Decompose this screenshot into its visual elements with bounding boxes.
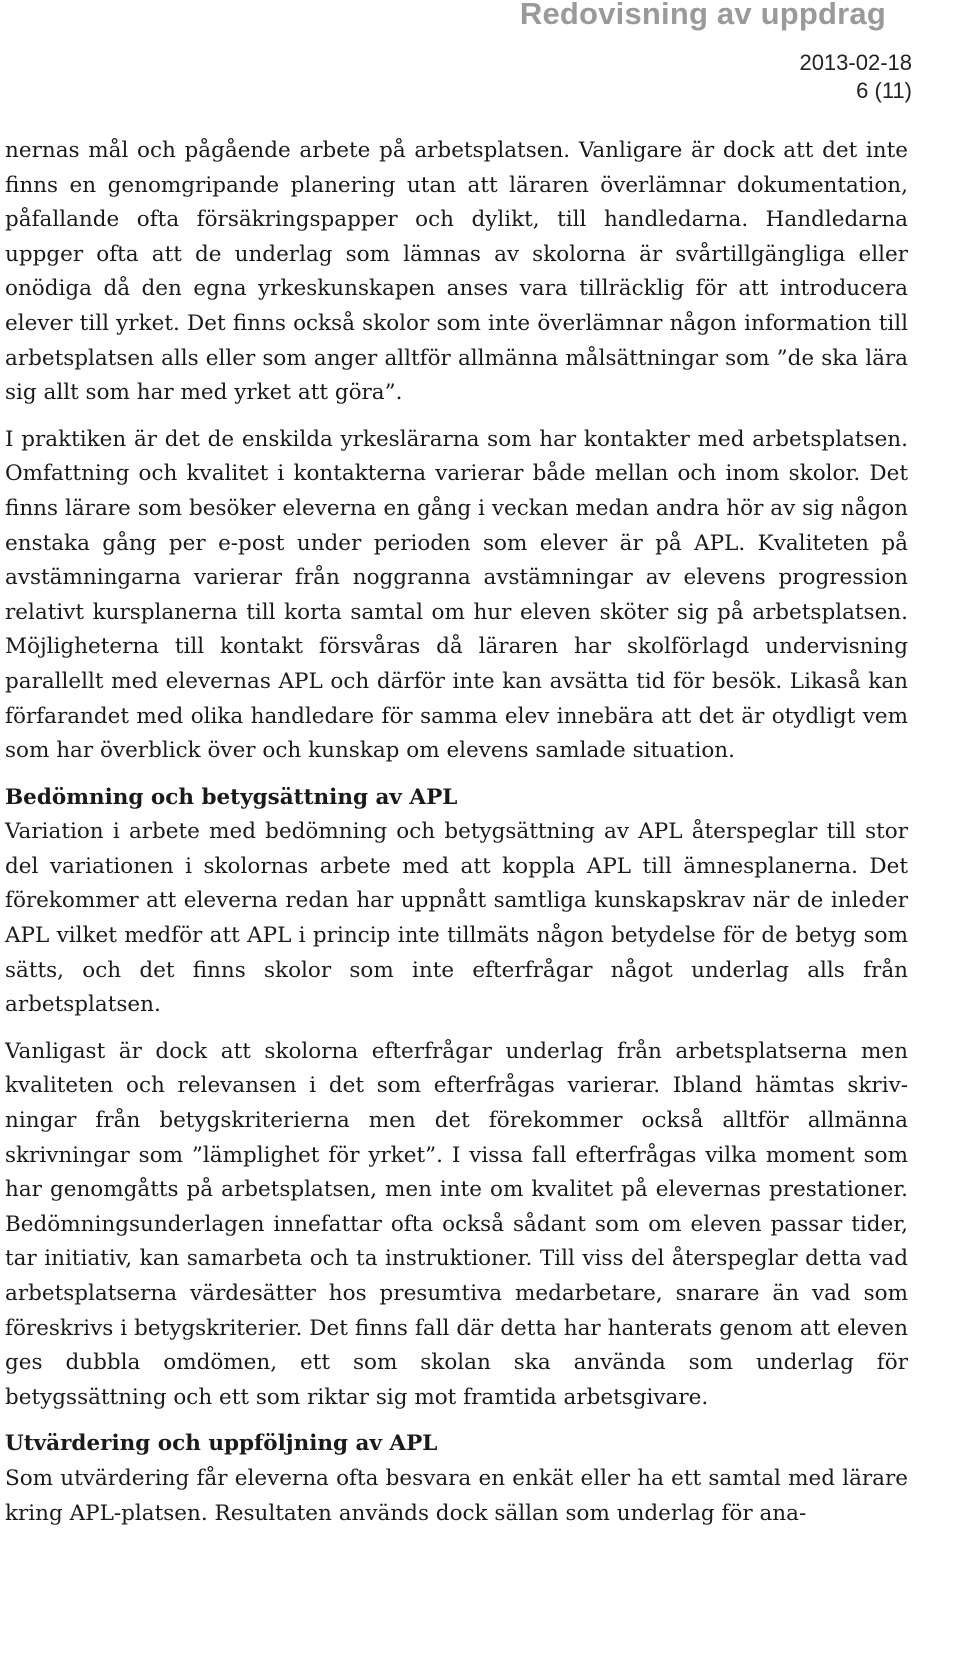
section-heading-assessment: Bedömning och betygsättning av APL — [5, 784, 458, 810]
body-text — [5, 134, 908, 1543]
paragraph-5: Som utvärdering får eleverna ofta besvara en enkät eller ha ett samtal med lärare kring APL-platsen. Resultaten används dock sällan som underlag för ana- — [5, 1465, 908, 1526]
paragraph-2: I praktiken är det de enskilda yrkeslärarna som har kontakter med arbetsplatsen. Omfattning och kvalitet i kontakterna varierar både mellan och inom skolor. Det finns lärare som besöker eleverna en gång i veckan medan andra hör av sig någon enstaka gång per e-post under perioden som elever är på APL. Kvaliteten på avstämningarna varierar från noggranna avstämningar av elevens progression relativt kursplanerna till korta samtal om hur eleven sköter sig på arbetsplatsen. Möjligheterna till kontakt försvåras då läraren har skolförlagd undervisning parallellt med elevernas APL och därför inte kan avsätta tid för besök. Likaså kan förfarandet med olika handledare för samma elev innebära att det är otydligt vem som har överblick över och kunskap om elevens samlade situation. — [5, 426, 908, 764]
paragraph-4: Vanligast är dock att skolorna efterfrågar underlag från arbetsplatserna men kvaliteten och relevansen i det som efterfrågas varierar. Ibland hämtas skrivningar från betygskriterierna men det förekommer också alltför allmänna skrivningar som ”lämplighet för yrket”. I vissa fall efterfrågas vilka moment som har genomgåtts på arbetsplatsen, men inte om kvalitet på elevernas prestationer. Bedömningsunderlagen innefattar ofta också sådant som om eleven passar tider, tar initiativ, kan samarbeta och ta instruktioner. Till viss del återspeglar detta vad arbetsplatserna värdesätter hos presumtiva medarbetare, snarare än vad som föreskrivs i betygskriterier. Det finns fall där detta har hanterats genom att eleven ges dubbla omdömen, ett som skolan ska använda som underlag för betygssättning och ett som riktar sig mot framtida arbetsgivare. — [5, 1038, 908, 1410]
paragraph-1: nernas mål och pågående arbete på arbetsplatsen. Vanligare är dock att det inte finns en genomgripande planering utan att läraren överlämnar dokumentation, påfallande ofta försäkringspapper och dylikt, till handledarna. Handledarna uppger ofta att de underlag som lämnas av skolorna är svårtillgängliga eller onödiga då den egna yrkeskunskapen anses vara tillräcklig för att introducera elever till yrket. Det finns också skolor som inte överlämnar någon information till arbetsplatsen alls eller som anger alltför allmänna målsättningar som ”de ska lära sig allt som har med yrket att göra”. — [5, 138, 908, 406]
header-date: 2013-02-18 — [799, 50, 912, 75]
section-heading-evaluation: Utvärdering och uppföljning av APL — [5, 1431, 438, 1457]
header-page-number: 6 (11) — [856, 78, 912, 103]
header-title: Redovisning av uppdrag — [519, 0, 886, 31]
paragraph-3: Variation i arbete med bedömning och betygsättning av APL återspeglar till stor del variationen i skolornas arbete med att koppla APL till ämnesplanerna. Det förekommer att eleverna redan har uppnått samtliga kunskapskrav när de inleder APL vilket medför att APL i princip inte tillmäts någon betydelse för de betyg som sätts, och det finns skolor som inte efterfrågar något underlag alls från arbetsplatsen. — [5, 819, 908, 1018]
